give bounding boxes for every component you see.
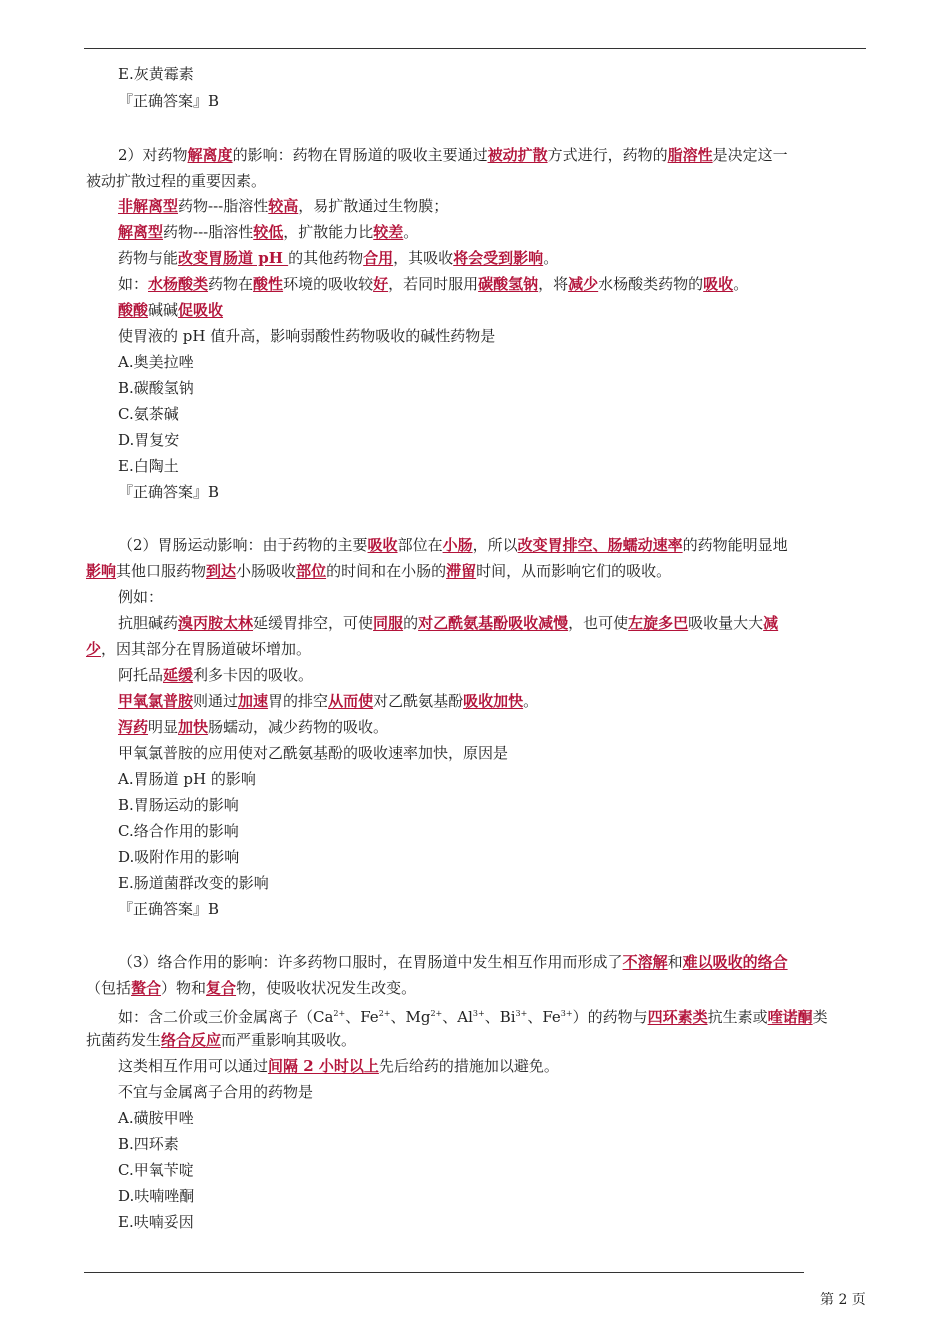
highlighted-term: 滞留 (446, 562, 477, 580)
text-run: 碱碱 (148, 301, 179, 319)
text-line (118, 769, 256, 789)
highlighted-term: 部位 (296, 562, 327, 580)
text-run: 方式进行，药物的 (547, 146, 668, 164)
text-run: 利多卡因的吸收。 (193, 666, 314, 684)
highlighted-term: 将会受到影响 (453, 249, 544, 267)
text-line (118, 743, 508, 763)
highlighted-term: 泻药 (118, 718, 149, 736)
text-line (118, 587, 163, 607)
text-run: 延缓胃排空，可使 (253, 614, 374, 632)
highlighted-term: 螯合 (131, 979, 162, 997)
page-number: 第 2 页 (820, 1292, 866, 1308)
text-run: 『正确答案』B (118, 483, 220, 501)
highlighted-term: 溴丙胺太林 (178, 614, 254, 632)
text-line (118, 430, 179, 450)
text-run: 使胃液的 pH 值升高，影响弱酸性药物吸收的碱性药物是 (118, 327, 496, 345)
text-run: ，若同时服用 (388, 275, 479, 293)
text-line (118, 456, 179, 476)
text-run: 阿托品 (118, 666, 164, 684)
highlighted-term: 到达 (206, 562, 237, 580)
text-line (118, 1082, 313, 1102)
text-run: （3）络合作用的影响：许多药物口服时，在胃肠道中发生相互作用而形成了 (118, 953, 623, 971)
text-line (118, 717, 388, 737)
highlighted-term: 吸收 (703, 275, 734, 293)
text-run: ，因其部分在胃肠道破坏增加。 (101, 640, 312, 658)
text-run: D.呋喃唑酮 (118, 1187, 195, 1205)
text-run: 『正确答案』B (118, 900, 220, 918)
highlighted-term: 解离型 (118, 223, 164, 241)
superscript-charge: 3+ (515, 1009, 528, 1018)
text-line (118, 613, 778, 633)
highlighted-term: 较低 (253, 223, 284, 241)
text-line (118, 1004, 828, 1027)
text-run: ，所以 (472, 536, 518, 554)
text-run: 吸收量大大 (688, 614, 764, 632)
text-line (86, 1030, 356, 1050)
text-line (118, 1160, 194, 1180)
text-line (118, 274, 748, 294)
text-run: 、Mg (390, 1008, 431, 1026)
text-run: 。 (733, 275, 749, 293)
text-run: ，其吸收 (393, 249, 454, 267)
highlighted-term: 甲氧氯普胺 (118, 692, 194, 710)
text-line (86, 561, 671, 581)
text-run: C.络合作用的影响 (118, 822, 239, 840)
highlighted-term: 改变胃排空、肠蠕动速率 (517, 536, 683, 554)
highlighted-term: 减少 (568, 275, 599, 293)
text-line (118, 873, 269, 893)
text-run: 肠蠕动，减少药物的吸收。 (208, 718, 389, 736)
text-run: A.胃肠道 pH 的影响 (118, 770, 256, 788)
text-run: B.胃肠运动的影响 (118, 796, 239, 814)
text-run: 药物---脂溶性 (163, 223, 254, 241)
highlighted-term: 非解离型 (118, 197, 179, 215)
text-line (118, 404, 179, 424)
text-line (118, 821, 239, 841)
highlighted-term: 合用 (363, 249, 394, 267)
text-run: 抗生素或 (707, 1008, 768, 1026)
text-line (118, 482, 219, 502)
text-run: 是决定这一 (712, 146, 788, 164)
highlighted-term: 不溶解 (622, 953, 668, 971)
text-run: 对乙酰氨基酚 (373, 692, 464, 710)
text-run: 其他口服药物 (116, 562, 207, 580)
highlighted-term: 较差 (373, 223, 404, 241)
text-line (118, 847, 239, 867)
highlighted-term: 延缓 (163, 666, 194, 684)
highlighted-term: 左旋多巴 (628, 614, 689, 632)
text-run: D.吸附作用的影响 (118, 848, 240, 866)
highlighted-term: 络合反应 (161, 1031, 222, 1049)
text-run: E.灰黄霉素 (118, 65, 194, 83)
text-line (118, 952, 788, 972)
text-run: 的影响：药物在胃肠道的吸收主要通过 (232, 146, 488, 164)
text-run: C.甲氧苄啶 (118, 1161, 194, 1179)
text-run: （包括 (86, 979, 132, 997)
text-run: E.肠道菌群改变的影响 (118, 874, 269, 892)
superscript-charge: 2+ (333, 1009, 346, 1018)
text-run: 药物---脂溶性 (178, 197, 269, 215)
highlighted-term: 吸收 (367, 536, 398, 554)
highlighted-term: 对乙酰氨基酚吸收减慢 (418, 614, 569, 632)
highlighted-term: 减 (763, 614, 779, 632)
highlighted-term: 碳酸氢钠 (478, 275, 539, 293)
text-line (86, 639, 311, 659)
text-line (118, 1056, 559, 1076)
text-line (118, 535, 788, 555)
header-rule (84, 48, 866, 49)
text-run: 明显 (148, 718, 179, 736)
highlighted-term: 加速 (238, 692, 269, 710)
highlighted-term: 从而使 (328, 692, 374, 710)
text-run: 。 (403, 223, 419, 241)
text-run: ，也可使 (568, 614, 629, 632)
text-line (86, 171, 266, 191)
text-run: 小肠吸收 (236, 562, 297, 580)
text-run: A.奥美拉唑 (118, 353, 194, 371)
text-line (118, 145, 788, 165)
text-line (118, 91, 219, 111)
text-run: 、Al (442, 1008, 473, 1026)
text-run: ）物和 (161, 979, 207, 997)
text-run: E.白陶土 (118, 457, 179, 475)
text-line (118, 665, 313, 685)
text-line (118, 795, 239, 815)
text-run: 的其他药物 (288, 249, 364, 267)
highlighted-term: 酸性 (253, 275, 284, 293)
highlighted-term: 脂溶性 (667, 146, 713, 164)
text-line (118, 352, 194, 372)
highlighted-term: 同服 (373, 614, 404, 632)
text-line (118, 1134, 179, 1154)
highlighted-term: 少 (86, 640, 102, 658)
text-run: 抗菌药发生 (86, 1031, 162, 1049)
text-run: 。 (523, 692, 539, 710)
text-run: 则通过 (193, 692, 239, 710)
text-run: 水杨酸类药物的 (598, 275, 704, 293)
text-line (86, 978, 416, 998)
text-run: 的药物能明显地 (682, 536, 788, 554)
text-run: 、Fe (345, 1008, 379, 1026)
text-run: 类 (812, 1008, 828, 1026)
text-line (118, 378, 194, 398)
text-run: 的 (403, 614, 419, 632)
highlighted-term: 小肠 (442, 536, 473, 554)
superscript-charge: 2+ (378, 1009, 391, 1018)
text-line (118, 248, 558, 268)
text-run: 、Fe (527, 1008, 561, 1026)
highlighted-term: 促吸收 (178, 301, 224, 319)
text-run: 抗胆碱药 (118, 614, 179, 632)
text-line (118, 899, 219, 919)
highlighted-term: 影响 (86, 562, 117, 580)
highlighted-term: 较高 (268, 197, 299, 215)
text-run: 药物在 (208, 275, 254, 293)
text-line (118, 300, 223, 320)
text-run: C.氨茶碱 (118, 405, 179, 423)
text-run: B.碳酸氢钠 (118, 379, 194, 397)
text-run: 如： (118, 275, 149, 293)
text-run: 部位在 (397, 536, 443, 554)
text-line (118, 691, 538, 711)
text-line (118, 326, 495, 346)
highlighted-term: 被动扩散 (487, 146, 548, 164)
highlighted-term: 好 (373, 275, 389, 293)
text-run: 。 (543, 249, 559, 267)
text-run: 药物与能 (118, 249, 179, 267)
text-run: ，扩散能力比 (283, 223, 374, 241)
text-run: ，易扩散通过生物膜； (298, 197, 449, 215)
text-run: B.四环素 (118, 1135, 179, 1153)
text-run: 和 (667, 953, 683, 971)
superscript-charge: 3+ (560, 1009, 573, 1018)
highlighted-term: 喹诺酮 (767, 1008, 813, 1026)
text-run: 2）对药物 (118, 146, 188, 164)
text-run: 先后给药的措施加以避免。 (378, 1057, 559, 1075)
text-run: E.呋喃妥因 (118, 1213, 194, 1231)
text-line (118, 196, 448, 216)
text-run: D.胃复安 (118, 431, 180, 449)
highlighted-term: 解离度 (187, 146, 233, 164)
text-run: 的时间和在小肠的 (326, 562, 447, 580)
text-line (118, 1108, 194, 1128)
text-run: 不宜与金属离子合用的药物是 (118, 1083, 314, 1101)
text-run: 被动扩散过程的重要因素。 (86, 172, 267, 190)
highlighted-term: 吸收加快 (463, 692, 524, 710)
text-line (118, 64, 194, 84)
text-run: 环境的吸收较 (283, 275, 374, 293)
highlighted-term: 加快 (178, 718, 209, 736)
text-run: 这类相互作用可以通过 (118, 1057, 269, 1075)
text-run: 、Bi (484, 1008, 516, 1026)
text-line (118, 1186, 194, 1206)
text-run: A.磺胺甲唑 (118, 1109, 194, 1127)
text-run: 甲氧氯普胺的应用使对乙酰氨基酚的吸收速率加快，原因是 (118, 744, 509, 762)
superscript-charge: 2+ (430, 1009, 443, 1018)
text-run: 『正确答案』B (118, 92, 220, 110)
highlighted-term: 水杨酸类 (148, 275, 209, 293)
text-run: 如：含二价或三价金属离子（Ca (118, 1008, 334, 1026)
superscript-charge: 3+ (472, 1009, 485, 1018)
text-run: （2）胃肠运动影响：由于药物的主要 (118, 536, 368, 554)
text-run: ，将 (538, 275, 569, 293)
text-run: 物，使吸收状况发生改变。 (236, 979, 417, 997)
highlighted-term: 间隔 2 小时以上 (268, 1057, 379, 1075)
text-run: 时间，从而影响它们的吸收。 (476, 562, 672, 580)
text-run: ）的药物与 (572, 1008, 648, 1026)
text-run: 胃的排空 (268, 692, 329, 710)
text-line (118, 222, 418, 242)
highlighted-term: 四环素类 (647, 1008, 708, 1026)
footer-rule (84, 1272, 804, 1273)
highlighted-term: 改变胃肠道 pH (178, 249, 289, 267)
highlighted-term: 难以吸收的络合 (682, 953, 788, 971)
text-run: 例如： (118, 588, 164, 606)
text-run: 而严重影响其吸收。 (221, 1031, 357, 1049)
highlighted-term: 酸酸 (118, 301, 149, 319)
highlighted-term: 复合 (206, 979, 237, 997)
text-line (118, 1212, 194, 1232)
